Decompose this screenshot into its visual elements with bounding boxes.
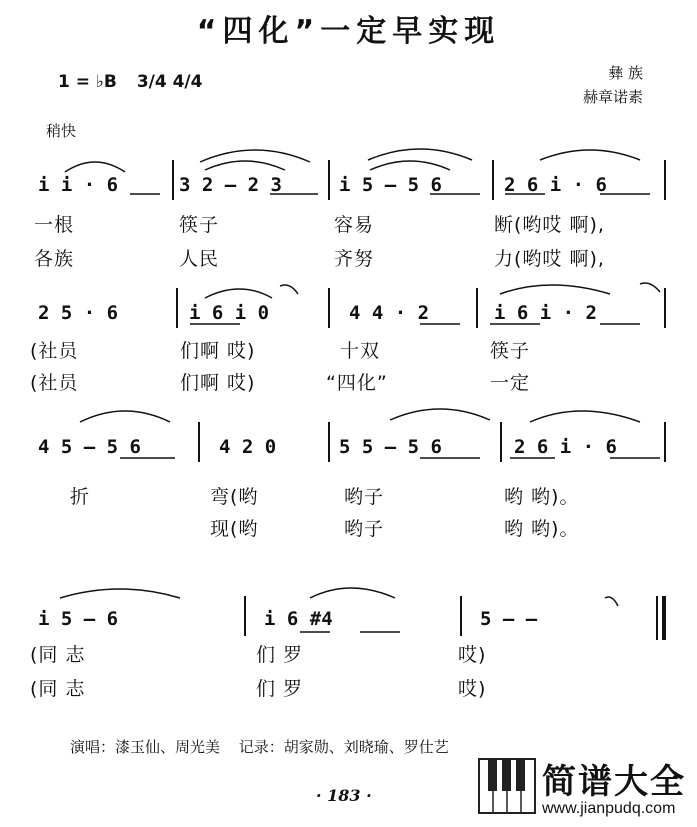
measure: 4 4 · 2	[349, 302, 430, 324]
lyric-word: 哟子	[344, 486, 385, 508]
lyric-word: 人民	[179, 248, 220, 270]
lyric-word: 现(哟	[210, 518, 259, 540]
slur	[60, 589, 180, 598]
tempo-marking: 稍快	[46, 122, 77, 140]
slur	[640, 283, 660, 292]
measure: 2 6 i · 6	[514, 436, 617, 458]
measure: i 6 i · 2	[494, 302, 597, 324]
slur	[390, 409, 490, 420]
bar-line	[476, 288, 478, 328]
lyric-word: (同 志	[30, 644, 86, 666]
page-number: · 183 ·	[316, 786, 372, 805]
bar-line	[656, 596, 658, 640]
bar-line	[664, 160, 666, 200]
lyric-word: 力(哟哎 啊),	[494, 248, 605, 270]
lyric-word: 齐努	[334, 248, 375, 270]
bar-line	[664, 422, 666, 462]
lyric-word: 筷子	[179, 214, 220, 236]
measure: 4 5 – 5 6	[38, 436, 141, 458]
lyric-word: (社员	[30, 340, 79, 362]
lyric-word: 一根	[34, 214, 75, 236]
measure: 5 – –	[480, 608, 538, 630]
slur	[605, 597, 618, 606]
slur	[540, 150, 640, 160]
lyric-word: 们 罗	[256, 678, 304, 700]
watermark	[478, 750, 694, 824]
measure: 2 6 i · 6	[504, 174, 607, 196]
slur	[280, 285, 298, 294]
measure: 5 5 – 5 6	[339, 436, 442, 458]
lyric-word: “四化”	[326, 372, 388, 394]
time-signature: 3/4 4/4	[136, 72, 203, 92]
measure: i 6 #4	[264, 608, 333, 630]
slur	[370, 161, 450, 170]
lyric-word: 折	[70, 486, 91, 508]
bar-line	[198, 422, 200, 462]
slur	[205, 289, 272, 298]
performers: 演唱：漆玉仙、周光美	[70, 738, 221, 756]
lyric-word: (社员	[30, 372, 79, 394]
bar-line	[500, 422, 502, 462]
lyric-word: 哟 哟)。	[504, 518, 580, 540]
slur	[310, 588, 395, 598]
measure: i 5 – 5 6	[339, 174, 442, 196]
measure: 3 2 – 2 3	[179, 174, 282, 196]
lyric-word: 断(哟哎 啊),	[494, 214, 605, 236]
lyric-word: 们啊 哎)	[180, 372, 256, 394]
bar-line	[176, 288, 178, 328]
measure: 2 5 · 6	[38, 302, 119, 324]
measure: 4 2 0	[219, 436, 277, 458]
slur	[80, 411, 170, 422]
watermark-text: 简谱大全	[542, 762, 686, 802]
bar-line	[328, 422, 330, 462]
slur	[500, 285, 610, 294]
lyric-word: 容易	[334, 214, 375, 236]
lyric-word: 弯(哟	[210, 486, 259, 508]
lyric-word: (同 志	[30, 678, 86, 700]
lyric-word: 一定	[490, 372, 531, 394]
bar-line	[172, 160, 174, 200]
lyric-word: 筷子	[490, 340, 531, 362]
lyric-word: 哟子	[344, 518, 385, 540]
measure: i 5 – 6	[38, 608, 119, 630]
bar-line	[664, 288, 666, 328]
lyric-word: 哟 哟)。	[504, 486, 580, 508]
lyric-word: 哎)	[458, 644, 487, 666]
measure: i 6 i 0	[189, 302, 270, 324]
lyric-word: 们 罗	[256, 644, 304, 666]
footer-credits	[70, 736, 449, 757]
bar-line	[460, 596, 462, 636]
credit-notation: 赫章诺素	[582, 88, 643, 106]
bar-line	[244, 596, 246, 636]
lyric-word: 们啊 哎)	[180, 340, 256, 362]
key-label: 1 = ♭B	[58, 72, 117, 92]
slur	[368, 149, 472, 160]
bar-line	[492, 160, 494, 200]
song-title: “四化”一定早实现	[196, 14, 501, 49]
slur	[530, 411, 640, 422]
bar-line	[328, 288, 330, 328]
lyric-word: 哎)	[458, 678, 487, 700]
measure: i i · 6	[38, 174, 119, 196]
piano-keys-icon	[478, 758, 538, 816]
recorders: 记录：胡家勋、刘晓瑜、罗仕艺	[238, 738, 449, 756]
slur	[200, 150, 310, 162]
watermark-url: www.jianpudq.com	[542, 800, 676, 817]
bar-line	[328, 160, 330, 200]
final-bar-line	[662, 596, 666, 640]
slur	[65, 162, 125, 172]
slur	[205, 161, 285, 170]
credit-ethnicity: 彝 族	[608, 64, 643, 82]
lyric-word: 各族	[34, 248, 75, 270]
lyric-word: 十双	[340, 340, 381, 362]
